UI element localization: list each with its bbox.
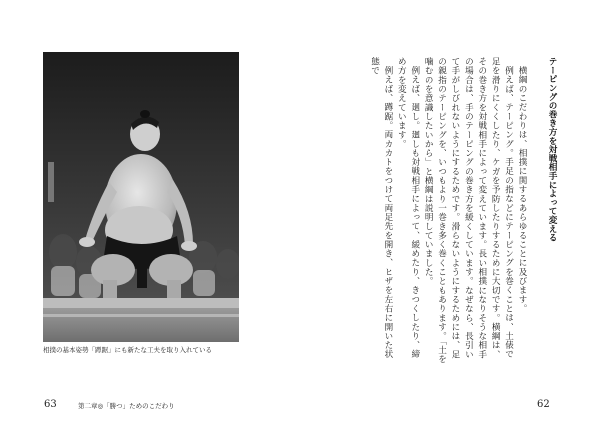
paragraph-1: 横綱のこだわりは、相撲に関するあらゆることに及びます。 — [517, 65, 527, 313]
sumo-photo — [43, 52, 239, 342]
photo-caption: 相撲の基本姿勢「蹲踞」にも新たな工夫を取り入れている — [43, 346, 212, 354]
paragraph-2: 例えば、テーピング。手足の指などにテーピングを巻くことは、土俵で足を滑りにくくしたり、ケガを予防したりするために大切です。横綱は、その巻き方を対戦相手によって変えています。長い相撲になりそうな相手の場合は、手のテーピングの巻き方を緩くしています。なぜなら、長引いて手がしびれないようにするためです。滑らないようにするためには、足の親指のテーピングを、いつもより一巻き多く巻くこともあります。「土を噛むのを意識したいから」と横綱は説明していました。 — [423, 57, 514, 364]
page-number-left: 63 — [44, 399, 57, 410]
section-heading: テーピングの巻き方を対戦相手によって変える — [547, 57, 557, 242]
body-text — [332, 57, 528, 364]
running-head: 第二章◎「勝つ」ためのこだわり — [78, 402, 175, 410]
paragraph-4: 例えば、蹲踞。両カカトをつけて両足先を開き、ヒザを左右に開いた状態で — [369, 57, 393, 359]
paragraph-3: 例えば、廻し。廻しも対戦相手によって、緩めたり、きつくしたり、締め方を変えています。 — [396, 57, 420, 359]
page-number-right: 62 — [537, 399, 550, 410]
